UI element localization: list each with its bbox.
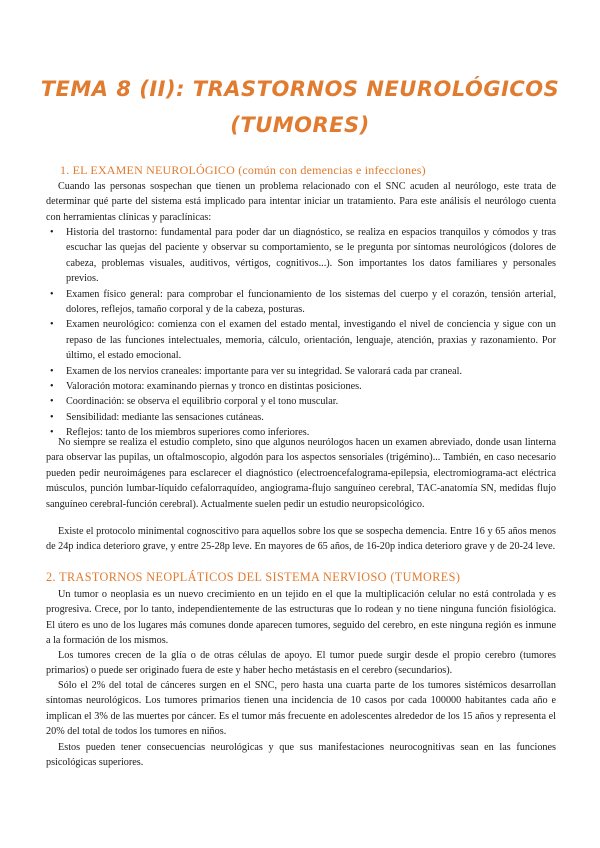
section-2-paragraph-4: Estos pueden tener consecuencias neurológicas y que sus manifestaciones neurocognitivas sean en las funciones psicológicas superiores.: [46, 742, 556, 769]
list-item: • Sensibilidad: mediante las sensaciones cutáneas.: [46, 410, 556, 425]
bullet-icon: •: [50, 411, 54, 423]
section-1-heading: 1. EL EXAMEN NEUROLÓGICO (común con demencias e infecciones): [60, 163, 426, 177]
section-2-paragraph-1: Un tumor o neoplasia es un nuevo crecimiento en un tejido en el que la multiplicación celular no está controlada y es progresiva. Crece, por lo tanto, independientemente de las estructuras que lo rodean y no tiene ninguna función fisiológica. El útero es uno de los lugares más comunes donde aparecen tumores, seguido del cerebro, en este ninguna región es inmune a la formación de los mismos.: [46, 589, 556, 647]
list-item: • Coordinación: se observa el equilibrio corporal y el tono muscular.: [46, 394, 556, 409]
bullet-icon: •: [50, 381, 54, 393]
list-item: • Historia del trastorno: fundamental para poder dar un diagnóstico, se realiza en espacios tranquilos y cómodos y tras escuchar las quejas del paciente y observar su comportamiento, se le pregunta por síntomas neurológicos (dolores de cabeza, problemas visuales, auditivos, vértigos, cognitivos...). Son importantes los datos familiares y personales previos.: [50, 227, 556, 285]
bullet-icon: •: [50, 427, 54, 439]
section-2-paragraph-2: Los tumores crecen de la glía o de otras células de apoyo. El tumor puede surgir desde el propio cerebro (tumores primarios) o puede ser originado fuera de este y haber hecho metástasis en el cerebro (secundarios).: [46, 650, 556, 677]
section-1-intro: Cuando las personas sospechan que tienen un problema relacionado con el SNC acuden al neurólogo, este trata de determinar qué parte del sistema está implicado para intentar iniciar un tratamiento. Para este análisis el neurólogo cuenta con herramientas clínicas y paraclínicas:: [46, 181, 556, 223]
bullet-icon: •: [50, 227, 54, 238]
list-item: • Reflejos: tanto de los miembros superiores como inferiores.: [46, 425, 556, 440]
list-item: • Valoración motora: examinando piernas y tronco en distintas posiciones.: [46, 379, 556, 394]
section-2-heading: 2. TRASTORNOS NEOPLÁTICOS DEL SISTEMA NERVIOSO (TUMORES): [46, 570, 461, 584]
bullet-icon: •: [50, 319, 54, 331]
page-title: TEMA 8 (II): TRASTORNOS NEUROLÓGICOS: [40, 77, 560, 101]
exam-tools-list: [46, 225, 556, 441]
section-1-paragraph-2: No siempre se realiza el estudio completo, sino que algunos neurólogos hacen un examen abreviado, donde usan linterna para observar las pupilas, un oftalmoscopio, algodón para los aspectos sensoriales (trigémino)... También, en caso necesario pueden pedir neuroimágenes para esclarecer el diagnóstico (electroencefalograma-epilepsia, electromiograma-act eléctrica músculos, punción lumbar-líquido cefalorraquídeo, angiograma-flujo sanguíneo cerebral, TAC-anatomía SN, medidas flujo sanguíneo cerebral-función cerebral). Actualmente suelen pedir un estudio neuropsicológico.: [46, 437, 556, 510]
list-item: • Examen neurológico: comienza con el examen del estado mental, investigando el nivel de conciencia y sigue con un repaso de las funciones intelectuales, memoria, cálculo, orientación, lenguaje, atención, praxias y razonamiento. Por último, el estado emocional.: [50, 319, 556, 362]
bullet-icon: •: [50, 288, 54, 300]
list-item: • Examen físico general: para comprobar el funcionamiento de los sistemas del cuerpo y el corazón, tensión arterial, dolores, reflejos, tamaño corporal y de la cabeza, posturas.: [50, 288, 556, 316]
section-1-paragraph-3: Existe el protocolo minimental cognoscitivo para aquellos sobre los que se sospecha demencia. Entre 16 y 65 años menos de 24p indica deterioro grave, y entre 25-28p leve. En mayores de 65 años, de 16-20p indica deterioro grave y de 20-24 leve.: [46, 526, 556, 553]
bullet-icon: •: [50, 396, 54, 408]
list-item: • Examen de los nervios craneales: importante para ver su integridad. Se valorará cada par craneal.: [46, 364, 556, 379]
section-2-paragraph-3: Sólo el 2% del total de cánceres surgen en el SNC, pero hasta una cuarta parte de los tumores sistémicos desarrollan síntomas neurológicos. Los tumores primarios tienen una incidencia de 10 casos por cada 100000 habitantes cada año e implican el 3% de las muertes por cáncer. Es el tumor más frecuente en adolescentes alrededor de los 15 años y representa el 20% del total de todos los tumores en niños.: [46, 680, 556, 738]
bullet-icon: •: [50, 365, 54, 377]
page-title-continued: (TUMORES): [230, 113, 370, 137]
